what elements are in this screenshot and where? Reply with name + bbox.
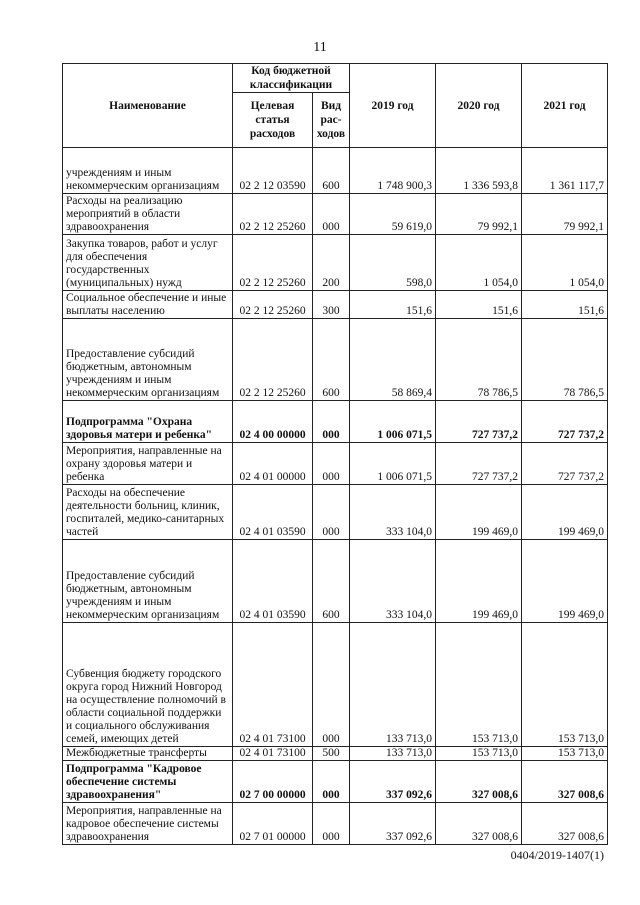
row-expense-type: 500 — [313, 747, 350, 761]
table-row — [63, 291, 608, 319]
row-value-2020: 79 992,1 — [436, 194, 522, 235]
row-target-code: 02 2 12 25260 — [233, 291, 313, 319]
table-row — [63, 235, 608, 291]
row-value-2021: 151,6 — [522, 291, 608, 319]
row-value-2021: 153 713,0 — [522, 623, 608, 747]
row-value-2020: 1 054,0 — [436, 235, 522, 291]
row-value-2019: 1 006 071,5 — [350, 443, 436, 485]
row-value-2021: 327 008,6 — [522, 761, 608, 803]
row-value-2019: 58 869,4 — [350, 319, 436, 401]
row-value-2020: 199 469,0 — [436, 485, 522, 540]
table-row — [63, 148, 608, 194]
row-target-code: 02 2 12 25260 — [233, 235, 313, 291]
row-value-2020: 151,6 — [436, 291, 522, 319]
row-name: Подпрограмма "Охрана здоровья матери и ребенка" — [63, 401, 233, 443]
header-target-article: Целевая статья расходов — [233, 93, 313, 148]
row-value-2020: 153 713,0 — [436, 747, 522, 761]
row-value-2020: 153 713,0 — [436, 623, 522, 747]
row-name: Расходы на реализацию мероприятий в области здравоохранения — [63, 194, 233, 235]
row-value-2021: 79 992,1 — [522, 194, 608, 235]
row-value-2020: 727 737,2 — [436, 401, 522, 443]
row-expense-type: 200 — [313, 235, 350, 291]
row-target-code: 02 4 01 73100 — [233, 623, 313, 747]
row-value-2020: 727 737,2 — [436, 443, 522, 485]
row-value-2021: 1 361 117,7 — [522, 148, 608, 194]
table-row — [63, 485, 608, 540]
row-value-2021: 199 469,0 — [522, 485, 608, 540]
budget-table — [62, 63, 608, 845]
row-expense-type: 000 — [313, 485, 350, 540]
row-value-2019: 598,0 — [350, 235, 436, 291]
row-value-2019: 151,6 — [350, 291, 436, 319]
header-2019: 2019 год — [350, 64, 436, 148]
row-value-2019: 59 619,0 — [350, 194, 436, 235]
row-value-2021: 199 469,0 — [522, 540, 608, 623]
row-target-code: 02 2 12 25260 — [233, 319, 313, 401]
row-target-code: 02 7 00 00000 — [233, 761, 313, 803]
row-name: Предоставление субсидий бюджетным, автономным учреждениям и иным некоммерческим организациям — [63, 319, 233, 401]
row-target-code: 02 7 01 00000 — [233, 803, 313, 845]
row-value-2019: 1 748 900,3 — [350, 148, 436, 194]
table-row — [63, 443, 608, 485]
row-name: Субвенция бюджету городского округа город Нижний Новгород на осуществление полномочий в области социальной поддержки и социального обслуживания семей, имеющих детей — [63, 623, 233, 747]
row-value-2020: 199 469,0 — [436, 540, 522, 623]
table-row — [63, 401, 608, 443]
row-expense-type: 000 — [313, 401, 350, 443]
row-target-code: 02 2 12 03590 — [233, 148, 313, 194]
header-expense-type: Вид рас-ходов — [313, 93, 350, 148]
table-row — [63, 747, 608, 761]
row-target-code: 02 2 12 25260 — [233, 194, 313, 235]
row-expense-type: 600 — [313, 148, 350, 194]
table-row — [63, 803, 608, 845]
row-expense-type: 000 — [313, 623, 350, 747]
row-value-2021: 727 737,2 — [522, 443, 608, 485]
header-name: Наименование — [63, 64, 233, 148]
row-value-2020: 327 008,6 — [436, 803, 522, 845]
table-row — [63, 761, 608, 803]
row-value-2021: 78 786,5 — [522, 319, 608, 401]
table-row — [63, 540, 608, 623]
row-value-2020: 327 008,6 — [436, 761, 522, 803]
row-expense-type: 000 — [313, 194, 350, 235]
row-expense-type: 600 — [313, 540, 350, 623]
row-target-code: 02 4 00 00000 — [233, 401, 313, 443]
row-value-2019: 333 104,0 — [350, 485, 436, 540]
header-code-group: Код бюджетной классификации — [233, 64, 350, 93]
row-value-2019: 133 713,0 — [350, 747, 436, 761]
table-body — [63, 148, 608, 845]
row-expense-type: 000 — [313, 803, 350, 845]
row-expense-type: 000 — [313, 443, 350, 485]
row-value-2021: 1 054,0 — [522, 235, 608, 291]
row-value-2021: 153 713,0 — [522, 747, 608, 761]
table-row — [63, 319, 608, 401]
row-target-code: 02 4 01 73100 — [233, 747, 313, 761]
table-row — [63, 623, 608, 747]
header-2021: 2021 год — [522, 64, 608, 148]
row-value-2019: 337 092,6 — [350, 803, 436, 845]
row-target-code: 02 4 01 03590 — [233, 485, 313, 540]
row-name: Мероприятия, направленные на кадровое обеспечение системы здравоохранения — [63, 803, 233, 845]
row-target-code: 02 4 01 03590 — [233, 540, 313, 623]
table-row — [63, 194, 608, 235]
row-expense-type: 600 — [313, 319, 350, 401]
row-name: Мероприятия, направленные на охрану здоровья матери и ребенка — [63, 443, 233, 485]
page-number: 11 — [313, 40, 327, 55]
row-expense-type: 000 — [313, 761, 350, 803]
row-value-2020: 78 786,5 — [436, 319, 522, 401]
row-value-2019: 133 713,0 — [350, 623, 436, 747]
row-value-2021: 327 008,6 — [522, 803, 608, 845]
row-name: Подпрограмма "Кадровое обеспечение системы здравоохранения" — [63, 761, 233, 803]
row-expense-type: 300 — [313, 291, 350, 319]
row-name: Расходы на обеспечение деятельности больниц, клиник, госпиталей, медико-санитарных частей — [63, 485, 233, 540]
document-code: 0404/2019-1407(1) — [510, 848, 604, 862]
row-name: Социальное обеспечение и иные выплаты населению — [63, 291, 233, 319]
row-value-2021: 727 737,2 — [522, 401, 608, 443]
row-value-2019: 337 092,6 — [350, 761, 436, 803]
row-name: Предоставление субсидий бюджетным, автономным учреждениям и иным некоммерческим организациям — [63, 540, 233, 623]
row-name: Межбюджетные трансферты — [63, 747, 233, 761]
row-value-2019: 1 006 071,5 — [350, 401, 436, 443]
row-name: учреждениям и иным некоммерческим организациям — [63, 148, 233, 194]
row-name: Закупка товаров, работ и услуг для обеспечения государственных (муниципальных) нужд — [63, 235, 233, 291]
row-value-2020: 1 336 593,8 — [436, 148, 522, 194]
row-value-2019: 333 104,0 — [350, 540, 436, 623]
header-2020: 2020 год — [436, 64, 522, 148]
row-target-code: 02 4 01 00000 — [233, 443, 313, 485]
